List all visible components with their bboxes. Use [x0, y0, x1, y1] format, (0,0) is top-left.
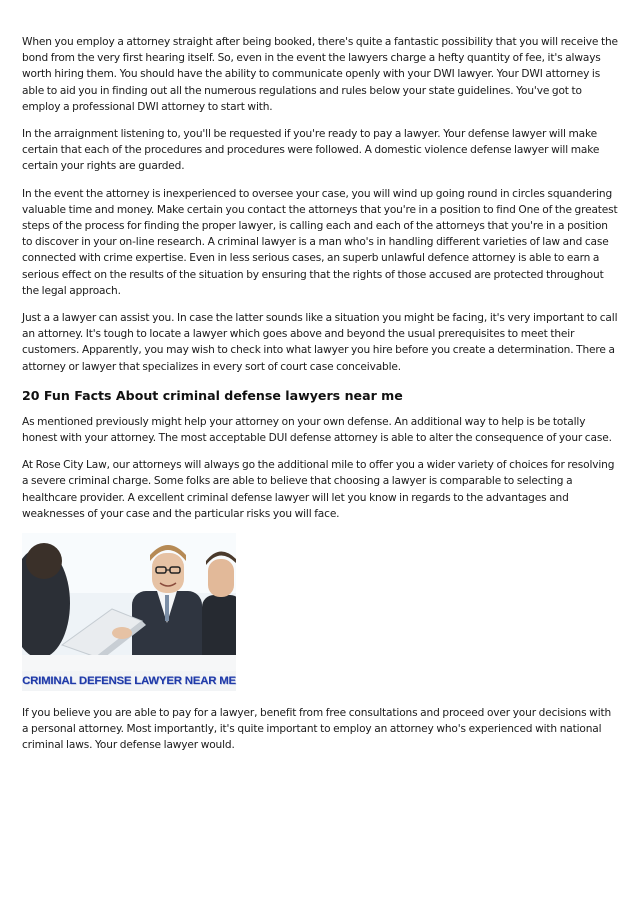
image-caption: CRIMINAL DEFENSE LAWYER NEAR ME	[22, 675, 236, 688]
paragraph: Just a a lawyer can assist you. In case the latter sounds like a situation you might be facing, it's very important to call an attorney. It's tough to locate a lawyer which goes above and beyond the usual prerequisites to meet their customers. Apparently, you may wish to check into what lawyer you hire before you create a determination. There a attorney or lawyer that specializes in every sort of court case conceivable.	[22, 312, 618, 373]
paragraph: At Rose City Law, our attorneys will always go the additional mile to offer you a wider variety of choices for resolving a severe criminal charge. Some folks are able to believe that choosing a lawyer is comparable to selecting a healthcare provider. A excellent criminal defense lawyer will let you know in regards to the advantages and weaknesses of your case and the particular risks you will face.	[22, 459, 615, 520]
section-heading: 20 Fun Facts About criminal defense lawyers near me	[22, 387, 403, 403]
paragraph: In the event the attorney is inexperienced to oversee your case, you will wind up going round in circles squandering valuable time and money. Make certain you contact the attorneys that you're in a position to find One of the greatest steps of the process for finding the proper lawyer, is calling each and each of the attorneys that you're in a position to discover in your on-line research. A criminal lawyer is a man who's in handling different varieties of law and case connected with crime expertise. Even in less serious cases, an superb unlawful defence attorney is able to earn a serious effect on the results of the situation by ensuring that the rights of those accused are protected throughout the legal approach.	[22, 187, 618, 297]
paragraph: When you employ a attorney straight after being booked, there's quite a fantastic possibility that you will receive the bond from the very first hearing itself. So, even in the event the lawyers charge a hefty quantity of fee, it's always worth hiring them. You should have the ability to communicate openly with your DWI lawyer. Your DWI attorney is able to aid you in finding out all the numerous regulations and rules below your state guidelines. You've got to employ a professional DWI attorney to start with.	[22, 36, 618, 113]
article-body	[22, 34, 618, 765]
paragraph: If you believe you are able to pay for a lawyer, benefit from free consultations and proceed over your decisions with a personal attorney. Most importantly, it's quite important to employ an attorney who's experienced with national criminal laws. Your defense lawyer would.	[22, 707, 612, 752]
image-caption-band	[22, 671, 236, 691]
meeting-illustration	[22, 533, 236, 671]
article-image	[22, 533, 236, 691]
lawyers-meeting-photo	[22, 533, 236, 671]
paragraph: As mentioned previously might help your attorney on your own defense. An additional way to help is be totally honest with your attorney. The most acceptable DUI defense attorney is able to alter the consequence of your case.	[22, 415, 612, 445]
paragraph: In the arraignment listening to, you'll be requested if you're ready to pay a lawyer. Your defense lawyer will make certain that each of the procedures and procedures were followed. A domestic violence defense lawyer will make certain your rights are guarded.	[22, 128, 600, 173]
